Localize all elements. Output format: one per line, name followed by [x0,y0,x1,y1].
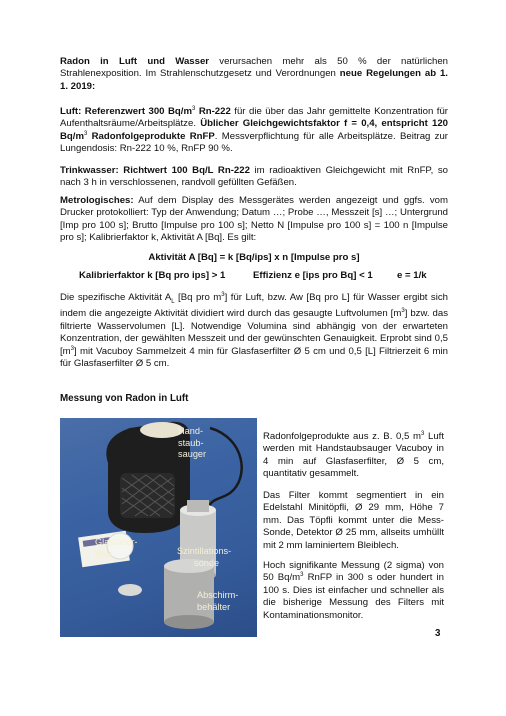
air-rn: Rn-222 [195,106,231,117]
efficiency-relation: e = 1/k [397,270,427,281]
sa-text-b: [Bq pro m [174,292,222,303]
metrology-paragraph [60,195,448,245]
side-paragraph-3 [263,560,444,622]
intro-text: verursachen mehr als 50 % der natürlichen Strahlenexposition. Im Strahlenschutzgesetz und Verordnungen [60,56,448,80]
label-filter-2: filter [95,548,113,559]
section-heading: Messung von Radon in Luft [60,393,189,404]
label-probe [177,546,231,569]
sup: 3 [83,130,88,137]
intro-bold: Radon in Luft und Wasser [60,56,210,67]
label-vacuum-1: Hand- [178,426,204,436]
sup: 3 [192,105,196,112]
air-factor: Üblicher Gleichgewichtsfaktor f = 0,4, entspricht 120 Bq/m [60,118,448,142]
intro-regulations: neue Regelungen ab 1. 1. 2019: [60,68,448,92]
sup: 3 [221,291,225,298]
label-container-1: Abschirm- [197,590,239,600]
sup: 3 [300,572,304,579]
page-number: 3 [435,628,441,639]
water-paragraph [60,165,448,190]
sup: 3 [70,345,75,352]
sa-text-c: ] für Luft, bzw. Aw [Bq pro L] für Wasser ergibt sich indem die angezeigte Aktivität dividiert wird durch das gesaugte Luftvolumen [m [60,292,448,320]
sub: L [171,298,175,305]
air-rnfp: Radonfolgeprodukte RnFP [87,130,215,142]
label-probe-2: sonde [194,557,220,568]
equipment-photo [60,418,257,637]
metrology-heading: Metrologisches: [60,195,134,206]
cable [208,428,242,510]
sup: 3 [421,430,425,437]
sa-text-d: ] bzw. das filtrierte Wasservolumen [L]. Notwendige Volumina sind abhängig von der erwarteten Konzentration, der gewählten Messzeit und der gewünschten Genauigkeit. Erprobt sind 0,5 [m [60,308,448,357]
sa-text-e: ] mit Vacuboy Sammelzeit 4 min für Glasfaserfilter Ø 5 cm und 0,5 [L] Filtrierzeit 6 min für Glasfaserfilter Ø 5 cm. [60,345,448,369]
vacuum-grille [120,473,175,518]
label-container-2: behälter [197,601,231,612]
mini-pot [118,584,142,596]
s1-text-a: Radonfolgeprodukte aus z. B. 0,5 m [263,431,421,442]
label-filter [95,537,137,560]
air-paragraph [60,106,448,156]
efficiency: Effizienz e [ips pro Bq] < 1 [253,270,373,281]
sup: 3 [401,308,405,315]
label-container [197,590,238,613]
intro-paragraph [60,56,448,93]
s1-text-b: Luft werden mit Handstaubsauger Vacuboy in 4 min auf Glasfaserfilter, Ø 5 cm, quantitativ gesammelt. [263,431,444,480]
label-vacuum [178,426,206,461]
activity-formula: Aktivität A [Bq] = k [Bq/ips] x n [Impulse pro s] [148,252,360,263]
air-reference: Luft: Referenzwert 300 Bq/m [60,106,192,117]
sa-text-a: Die spezifische Aktivität A [60,292,172,303]
metrology-text: Auf dem Display des Messgerätes werden angezeigt und ggfs. vom Drucker protokolliert: Typ der Anwendung; Datum …; Probe …, Messzeit [s] …; Untergrund [Imp pro 100 s]; Brutto [Impulse pro 100 s]; Netto N [Impulse pro 100 s] = 100 n [Impulse pro s]; Kalibrierfaktor k, Aktivität A [Bq]. Es gilt: [60,195,448,244]
label-filter-1: Glasfaser- [95,537,138,547]
water-guideline: Trinkwasser: Richtwert 100 Bq/L Rn-222 [60,165,250,176]
calibration-factor: Kalibrierfaktor k [Bq pro ips] > 1 [79,270,226,281]
side-paragraph-2: Das Filter kommt segmentiert in ein Edelstahl Minitöpfli, Ø 29 mm, Höhe 7 mm. Das Töpfli kommt unter die Mess-Sonde, Detektor Ø 25 mm, allseits umhüllt mit 2 mm laminiertem Bleiblech. [263,490,444,551]
air-text: für die über das Jahr gemittelte Konzentration für Aufenthaltsräume/Arbeitsplätze. [60,106,449,130]
side-paragraph-1 [263,431,444,481]
air-text-end: . Messverpflichtung für alle Arbeitsplätze. Beitrag zur Lungendosis: Rn-222 10 %, RnFP 90 %. [60,130,448,155]
label-vacuum-2: staub- [178,437,204,448]
s3-text-a: Hoch signifikante Messung (2 sigma) von 50 Bq/m [263,560,444,584]
label-vacuum-3: sauger [178,449,207,459]
water-text: im radioaktiven Gleichgewicht mit RnFP, so nach 3 h in verschlossenen, randvoll gefüllten Gefäßen. [60,165,448,189]
specific-activity-paragraph [60,292,448,370]
label-probe-1: Szintillations- [177,546,232,556]
s3-text-b: RnFP in 300 s oder hundert in 100 s. Dies ist einfacher und schneller als die bisherige Messung des Filters mit Kontaminationsmonitor. [263,572,444,621]
